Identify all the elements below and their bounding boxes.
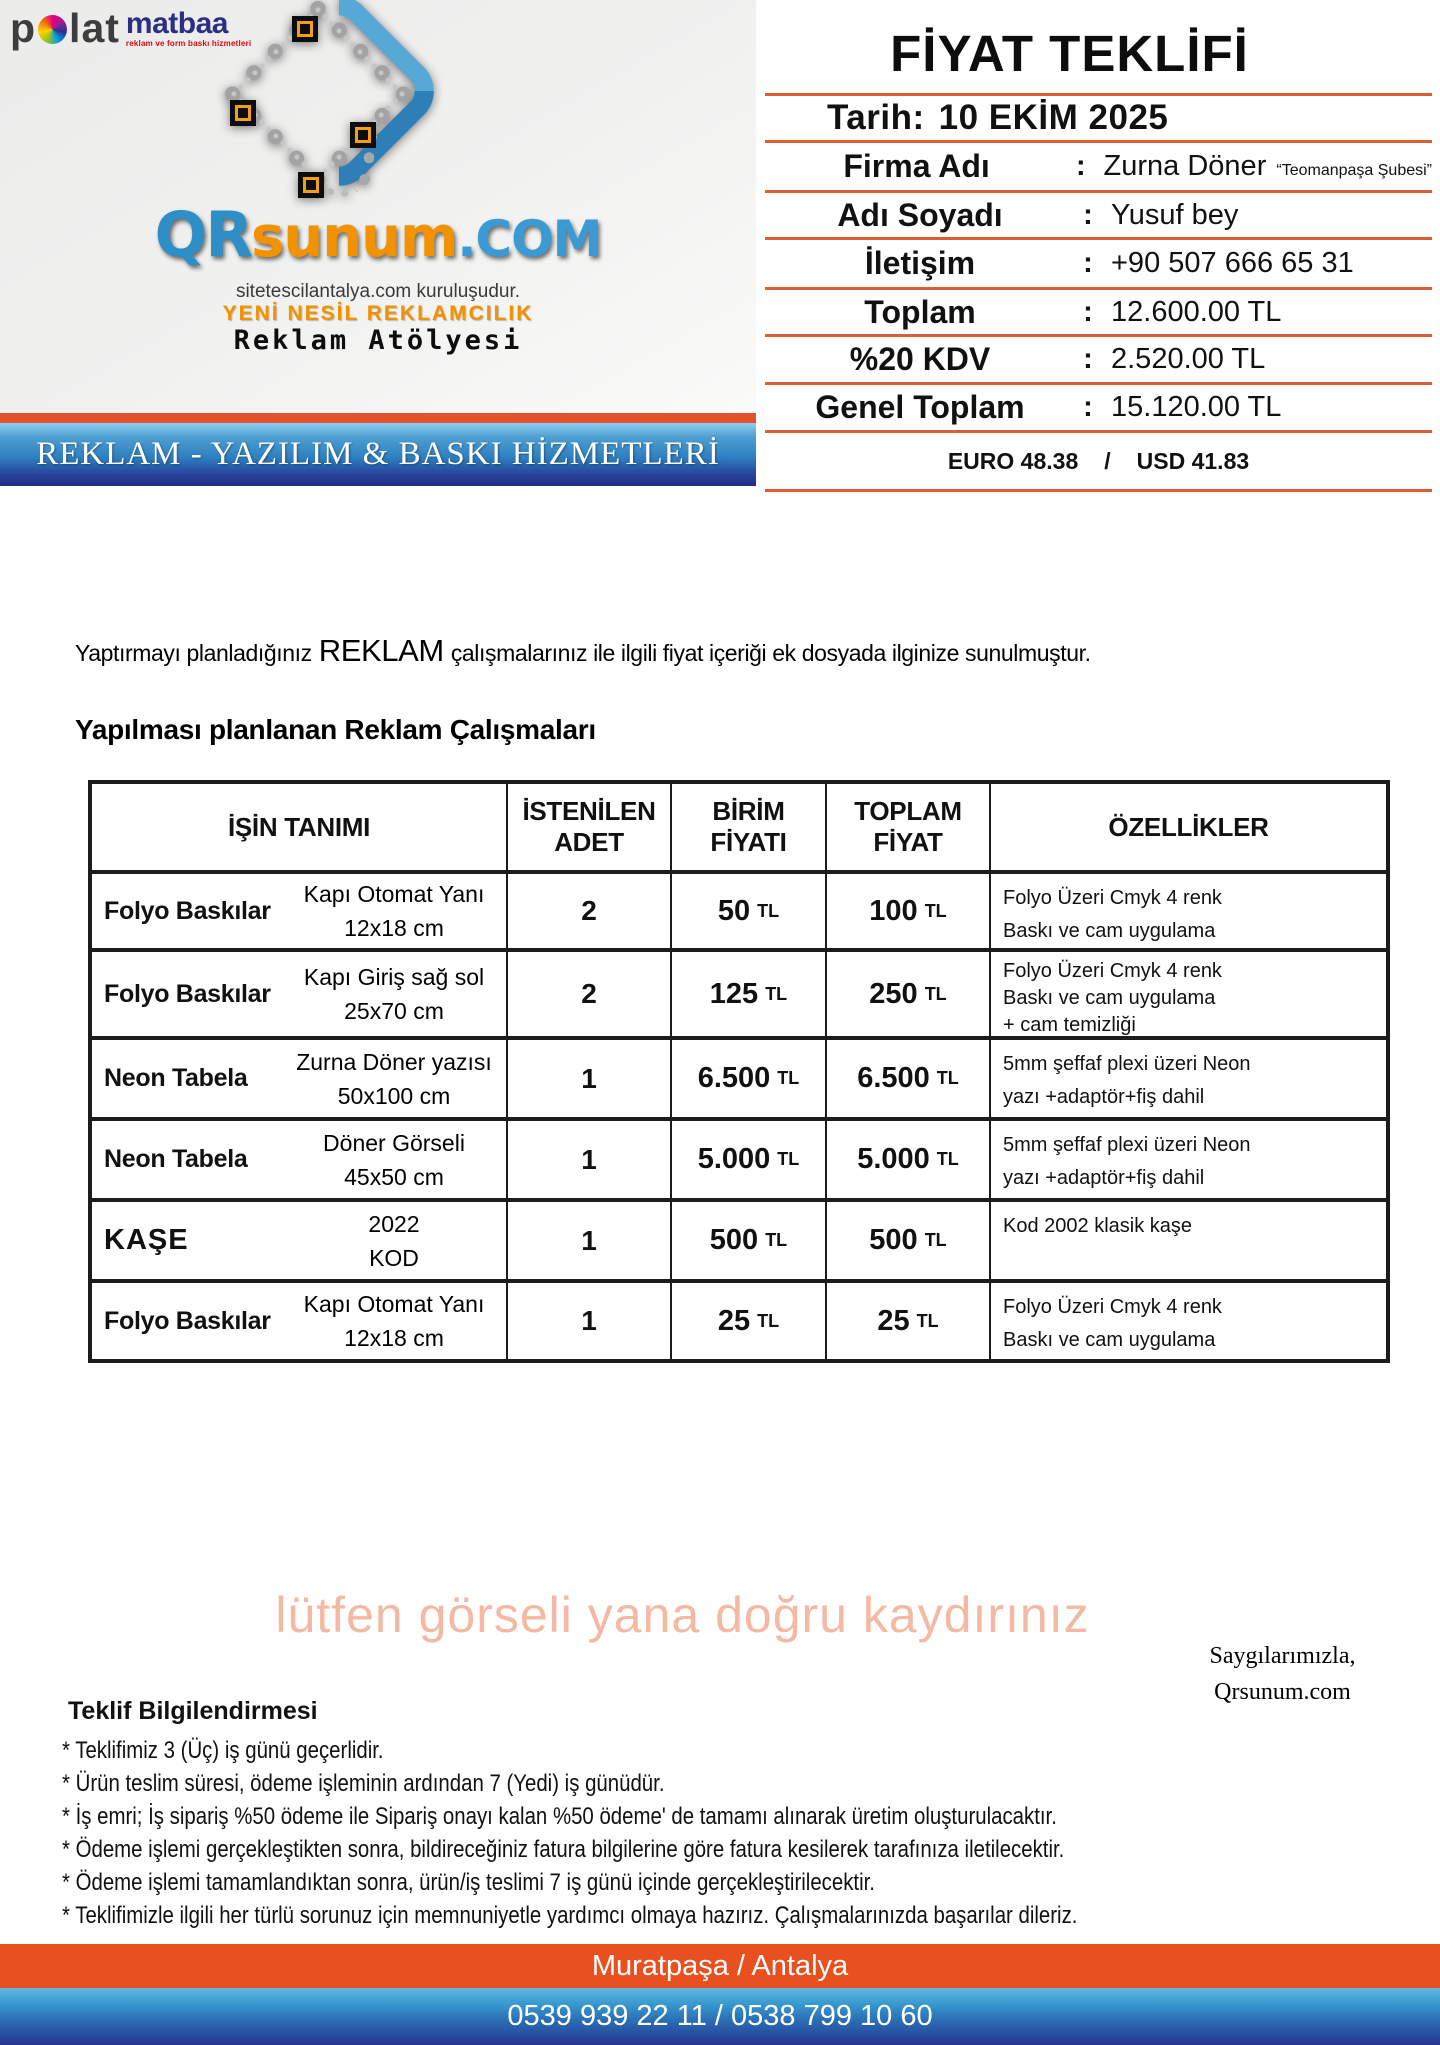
total-price-cell: 6.500 TL [827,1040,991,1117]
intro-part3: çalışmalarınız ile ilgili fiyat içeriği ek dosyada ilginize sunulmuştur. [450,640,1091,666]
table-row [92,1202,1386,1283]
org-line: sitetescilantalya.com kuruluşudur. [235,281,521,302]
polat-p: p [10,5,37,51]
field-row-company [765,143,1432,193]
header-left-panel [0,0,756,413]
field-label: Toplam [864,293,976,330]
job-cell [92,1283,508,1359]
qr-position-marker [350,122,376,148]
job-cell [92,952,508,1036]
table-row [92,952,1386,1040]
unit-price-cell: 500 TL [672,1202,827,1279]
qrsunum-wordmark [0,198,756,271]
table-header-row [92,784,1386,874]
qty-cell: 2 [508,874,672,948]
qty-cell: 1 [508,1121,672,1198]
field-colon: : [1083,391,1093,423]
field-value-note: “Teomanpaşa Şubesi” [1276,162,1432,179]
col-header-features: ÖZELLİKLER [1108,811,1269,842]
unit-price-cell: 5.000 TL [672,1121,827,1198]
field-label: İletişim [864,245,976,281]
field-value: Yusuf bey [1111,198,1239,231]
job-category: Neon Tabela [104,1145,248,1173]
field-colon: : [1083,198,1093,231]
job-cell [92,1202,508,1279]
qr-position-marker [292,16,318,42]
signature-company: Qrsunum.com [1214,1679,1351,1705]
qty-cell: 1 [508,1283,672,1359]
polat-matbaa-logo [10,5,252,51]
field-value: 15.120.00 TL [1111,391,1282,423]
section-heading: Yapılması planlanan Reklam Çalışmaları [75,714,596,745]
job-category: Folyo Baskılar [104,979,271,1008]
job-description: 2022 KOD [368,1210,420,1271]
job-description: Kapı Giriş sağ sol 25x70 cm [303,964,485,1024]
job-category: Neon Tabela [104,1064,248,1092]
field-label: %20 KDV [849,341,991,377]
col-header-total-price: TOPLAM FİYAT [827,784,991,870]
field-colon: : [1083,295,1093,328]
table-row [92,874,1386,952]
workshop-line: Reklam Atölyesi [233,325,523,356]
field-value: +90 507 666 65 31 [1111,247,1354,279]
field-colon: : [1076,150,1086,182]
field-label: Genel Toplam [815,389,1025,425]
terms-item: * Ürün teslim süresi, ödeme işleminin ardından 7 (Yedi) iş günüdür. [62,1770,665,1797]
table-row [92,1040,1386,1121]
field-colon: : [1083,343,1093,375]
signature-closing: Saygılarımızla, [1209,1643,1356,1669]
col-header-qty: İSTENİLEN ADET [508,784,672,870]
matbaa-wordmark: matbaa [125,7,228,40]
date-label: Tarih: [827,98,925,137]
job-cell [92,874,508,948]
features-cell: Kod 2002 klasik kaşe [1003,1215,1193,1237]
qr-position-marker [298,172,324,198]
services-banner [0,413,756,486]
unit-price-cell: 125 TL [672,952,827,1036]
job-category: Folyo Baskılar [104,1306,271,1335]
field-row-grand-total [765,385,1432,433]
terms-item: * Ödeme işlemi tamamlandıktan sonra, ürün/iş teslimi 7 iş günü içinde gerçekleştirilecektir. [62,1869,875,1896]
total-price-cell: 500 TL [827,1202,991,1279]
currency-rates-row [765,433,1432,492]
features-cell: Folyo Üzeri Cmyk 4 renk Baskı ve cam uygulama [1003,1296,1222,1351]
field-row-subtotal [765,290,1432,337]
footer-phones: 0539 939 22 11 / 0538 799 10 60 [507,2000,933,2032]
col-header-job: İŞİN TANIMI [92,784,508,870]
footer-location-bar [0,1944,1440,1988]
scroll-hint-text: lütfen görseli yana doğru kaydırınız [275,1587,1090,1643]
job-cell [92,1121,508,1198]
date-value: 10 EKİM 2025 [938,98,1169,137]
terms-item: * Teklifimiz 3 (Üç) iş günü geçerlidir. [62,1737,384,1764]
euro-rate: EURO 48.38 [947,447,1079,474]
qty-cell: 2 [508,952,672,1036]
col-header-unit-price: BİRİM FİYATI [672,784,827,870]
field-colon: : [1083,247,1093,279]
qrsunum-com-text: .COM [457,210,602,268]
terms-item: * İş emri; İş sipariş %50 ödeme ile Sipariş onayı kalan %50 ödeme' de tamamı alınarak üretim oluşturulacaktır. [62,1803,1057,1830]
terms-item: * Teklifimizle ilgili her türlü sorunuz için memnuniyetle yardımcı olmaya hazırız. Çalışmalarınızda başarılar dileriz. [62,1902,1078,1929]
total-price-cell: 250 TL [827,952,991,1036]
slogan-line: YENİ NESİL REKLAMCILIK [222,302,534,325]
rate-separator: / [1104,447,1111,474]
table-row [92,1283,1386,1359]
field-value: 2.520.00 TL [1111,343,1266,375]
terms-heading: Teklif Bilgilendirmesi [68,1697,318,1725]
field-row-phone [765,240,1432,290]
date-row [765,96,1432,143]
job-description: Zurna Döner yazısı 50x100 cm [296,1048,492,1109]
features-cell: Folyo Üzeri Cmyk 4 renk Baskı ve cam uygulama [1003,887,1222,942]
job-description: Döner Görseli 45x50 cm [323,1129,465,1190]
field-value: 12.600.00 TL [1111,295,1282,328]
job-description: Kapı Otomat Yanı 12x18 cm [303,1291,485,1351]
job-description: Kapı Otomat Yanı 12x18 cm [303,881,485,941]
job-category: Folyo Baskılar [104,896,271,925]
footer-location: Muratpaşa / Antalya [591,1949,849,1982]
qty-cell: 1 [508,1202,672,1279]
total-price-cell: 100 TL [827,874,991,948]
polat-swirl-icon [38,15,67,44]
polat-wordmark [10,5,120,51]
job-cell [92,1040,508,1117]
terms-section [62,1697,1437,1932]
table-row [92,1121,1386,1202]
footer-phone-bar [0,1988,1440,2045]
qrsunum-sunum-text: sunum [251,205,458,270]
qty-cell: 1 [508,1040,672,1117]
features-cell: 5mm şeffaf plexi üzeri Neon yazı +adaptör+fiş dahil [1003,1134,1251,1189]
job-category: KAŞE [104,1224,189,1256]
usd-rate: USD 41.83 [1136,447,1250,474]
field-label: Firma Adı [843,148,990,184]
field-label: Adı Soyadı [837,196,1003,233]
matbaa-tagline: reklam ve form baskı hizmetleri [125,39,252,48]
features-cell: Folyo Üzeri Cmyk 4 renk Baskı ve cam uygulama + cam temizliği [1003,960,1222,1036]
unit-price-cell: 25 TL [672,1283,827,1359]
qrsunum-qr-text: QR [154,198,252,271]
total-price-cell: 25 TL [827,1283,991,1359]
qr-position-marker [230,100,256,126]
services-banner-text: REKLAM - YAZILIM & BASKI HİZMETLERİ [36,436,720,472]
unit-price-cell: 6.500 TL [672,1040,827,1117]
polat-lat: lat [69,5,120,51]
terms-item: * Ödeme işlemi gerçekleştikten sonra, bildireceğiniz fatura bilgilerine göre fatura kesilerek tarafınıza iletilecektir. [62,1836,1065,1863]
field-row-contact-name [765,193,1432,240]
page-title: FİYAT TEKLİFİ [890,25,1249,82]
total-price-cell: 5.000 TL [827,1121,991,1198]
intro-reklam: REKLAM [318,633,444,668]
field-value: Zurna Döner [1103,150,1267,182]
field-row-vat [765,337,1432,385]
features-cell: 5mm şeffaf plexi üzeri Neon yazı +adaptör+fiş dahil [1003,1053,1251,1108]
unit-price-cell: 50 TL [672,874,827,948]
intro-paragraph [75,633,1091,669]
jobs-table [88,780,1390,1363]
intro-part1: Yaptırmayı planladığınız [75,640,312,666]
qr-code-logo [226,4,394,210]
